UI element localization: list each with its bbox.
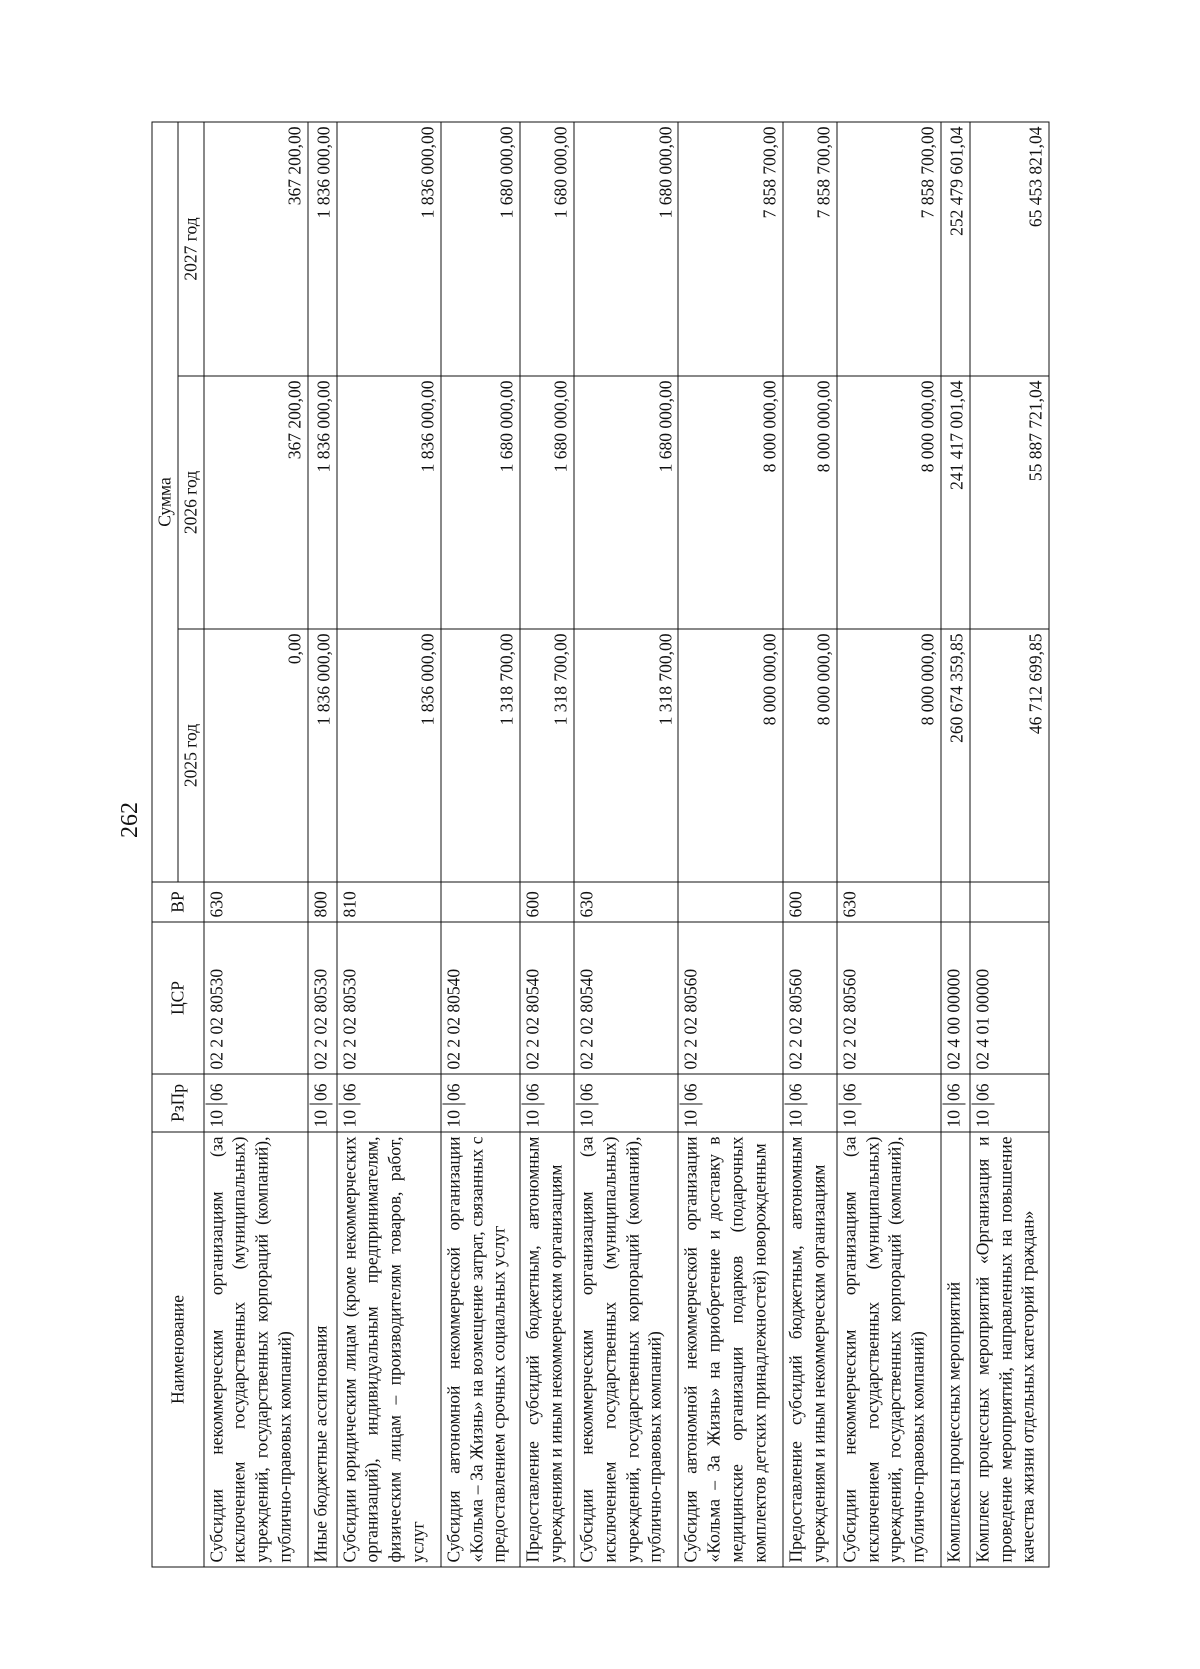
row-rz: 10 bbox=[338, 1110, 359, 1128]
row-2025: 1 318 700,00 bbox=[440, 629, 519, 882]
table-row bbox=[307, 122, 336, 1567]
table-row bbox=[969, 122, 1048, 1567]
row-rz-pr bbox=[969, 1074, 1048, 1132]
row-csr: 02 2 02 80560 bbox=[678, 922, 782, 1074]
row-name: Комплекс процессных мероприятий «Организация и проведение мероприятий, направленных на повышение качества жизни отдельных категорий граждан» bbox=[969, 1132, 1048, 1567]
row-pr: 06 bbox=[338, 1079, 361, 1106]
row-rz-pr bbox=[520, 1074, 574, 1132]
row-rz: 10 bbox=[442, 1110, 463, 1128]
row-2027: 7 858 700,00 bbox=[782, 122, 836, 376]
table-row bbox=[941, 122, 970, 1567]
row-2027: 1 836 000,00 bbox=[336, 122, 440, 376]
row-2026: 1 836 000,00 bbox=[307, 376, 336, 629]
row-pr: 06 bbox=[442, 1079, 465, 1106]
row-2027: 65 453 821,04 bbox=[969, 122, 1048, 376]
row-csr: 02 4 00 00000 bbox=[941, 922, 970, 1074]
table-row bbox=[520, 122, 574, 1567]
row-pr: 06 bbox=[521, 1079, 544, 1106]
table-row bbox=[678, 122, 782, 1567]
row-2026: 367 200,00 bbox=[203, 376, 307, 629]
row-rz: 10 bbox=[522, 1110, 543, 1128]
col-header-2025: 2025 год bbox=[177, 629, 203, 882]
row-csr: 02 2 02 80530 bbox=[203, 922, 307, 1074]
row-name: Субсидия автономной некоммерческой организации «Кольма – За Жизнь» на приобретение и доставку в медицинские организации подарков (подарочных комплектов детских принадлежностей) новорожденным bbox=[678, 1132, 782, 1567]
col-header-pr: Пр bbox=[166, 1083, 187, 1106]
row-csr: 02 2 02 80560 bbox=[836, 922, 940, 1074]
row-rz-pr bbox=[440, 1074, 519, 1132]
row-rz: 10 bbox=[309, 1110, 330, 1128]
row-name: Субсидии некоммерческим организациям (за исключением государственных (муниципальных) учреждений, государственных корпораций (компаний), публично-правовых компаний) bbox=[203, 1132, 307, 1567]
row-2025: 46 712 699,85 bbox=[969, 629, 1048, 882]
row-2025: 8 000 000,00 bbox=[836, 629, 940, 882]
table-row bbox=[836, 122, 940, 1567]
row-csr: 02 2 02 80540 bbox=[574, 922, 678, 1074]
page-number: 262 bbox=[117, 802, 143, 838]
row-rz-pr bbox=[336, 1074, 440, 1132]
col-header-vr: ВР bbox=[152, 882, 204, 922]
row-rz-pr bbox=[574, 1074, 678, 1132]
row-rz: 10 bbox=[576, 1110, 596, 1128]
row-rz: 10 bbox=[971, 1110, 992, 1128]
row-2027: 7 858 700,00 bbox=[678, 122, 782, 376]
row-csr: 02 2 02 80560 bbox=[782, 922, 836, 1074]
row-csr: 02 2 02 80540 bbox=[520, 922, 574, 1074]
row-2026: 8 000 000,00 bbox=[836, 376, 940, 629]
row-vr: 800 bbox=[307, 882, 336, 922]
row-name: Субсидия автономной некоммерческой организации «Кольма – За Жизнь» на возмещение затрат, связанных с предоставлением срочных социальных услуг bbox=[440, 1132, 519, 1567]
row-2026: 55 887 721,04 bbox=[969, 376, 1048, 629]
row-rz-pr bbox=[203, 1074, 307, 1132]
row-2025: 8 000 000,00 bbox=[678, 629, 782, 882]
row-2027: 252 479 601,04 bbox=[941, 122, 970, 376]
table-row bbox=[336, 122, 440, 1567]
row-vr: 600 bbox=[782, 882, 836, 922]
row-2027: 367 200,00 bbox=[203, 122, 307, 376]
row-rz-pr bbox=[836, 1074, 940, 1132]
row-vr: 810 bbox=[336, 882, 440, 922]
row-pr: 06 bbox=[971, 1079, 994, 1106]
row-rz: 10 bbox=[943, 1110, 964, 1128]
budget-table-container bbox=[151, 123, 1049, 1568]
row-vr bbox=[969, 882, 1048, 922]
row-2025: 1 836 000,00 bbox=[336, 629, 440, 882]
row-2026: 1 836 000,00 bbox=[336, 376, 440, 629]
col-header-name: Наименование bbox=[152, 1132, 204, 1567]
row-rz-pr bbox=[307, 1074, 336, 1132]
row-rz-pr bbox=[678, 1074, 782, 1132]
row-name: Комплексы процессных мероприятий bbox=[941, 1132, 970, 1567]
row-name: Субсидии некоммерческим организациям (за исключением государственных (муниципальных) учреждений, государственных корпораций (компаний), публично-правовых компаний) bbox=[574, 1132, 678, 1567]
table-row bbox=[782, 122, 836, 1567]
row-2025: 1 318 700,00 bbox=[574, 629, 678, 882]
row-2027: 1 836 000,00 bbox=[307, 122, 336, 376]
row-2027: 1 680 000,00 bbox=[440, 122, 519, 376]
row-2025: 8 000 000,00 bbox=[782, 629, 836, 882]
row-vr bbox=[678, 882, 782, 922]
table-row bbox=[203, 122, 307, 1567]
col-header-rz: Рз bbox=[166, 1105, 187, 1123]
row-2026: 8 000 000,00 bbox=[678, 376, 782, 629]
row-pr: 06 bbox=[309, 1079, 332, 1106]
row-name: Субсидии юридическим лицам (кроме некоммерческих организаций), индивидуальным предпринимателям, физическим лицам – производителям товаров, работ, услуг bbox=[336, 1132, 440, 1567]
budget-table bbox=[151, 121, 1049, 1567]
row-name: Предоставление субсидий бюджетным, автономным учреждениям и иным некоммерческим организациям bbox=[782, 1132, 836, 1567]
row-csr: 02 2 02 80540 bbox=[440, 922, 519, 1074]
table-row bbox=[440, 122, 519, 1567]
row-name: Субсидии некоммерческим организациям (за исключением государственных (муниципальных) учреждений, государственных корпораций (компаний), публично-правовых компаний) bbox=[836, 1132, 940, 1567]
col-header-csr: ЦСР bbox=[152, 922, 204, 1074]
row-pr: 06 bbox=[942, 1079, 965, 1106]
row-name: Предоставление субсидий бюджетным, автономным учреждениям и иным некоммерческим организациям bbox=[520, 1132, 574, 1567]
row-rz: 10 bbox=[680, 1110, 701, 1128]
row-2025: 1 836 000,00 bbox=[307, 629, 336, 882]
row-2025: 260 674 359,85 bbox=[941, 629, 970, 882]
row-rz-pr bbox=[782, 1074, 836, 1132]
row-pr: 06 bbox=[575, 1079, 598, 1106]
col-header-2027: 2027 год bbox=[177, 122, 203, 376]
row-rz-pr bbox=[941, 1074, 970, 1132]
row-vr: 600 bbox=[520, 882, 574, 922]
row-pr: 06 bbox=[205, 1079, 228, 1106]
row-2027: 1 680 000,00 bbox=[520, 122, 574, 376]
col-header-2026: 2026 год bbox=[177, 376, 203, 629]
row-vr: 630 bbox=[574, 882, 678, 922]
row-rz: 10 bbox=[784, 1110, 805, 1128]
row-rz: 10 bbox=[838, 1110, 859, 1128]
row-2026: 1 680 000,00 bbox=[574, 376, 678, 629]
row-2025: 0,00 bbox=[203, 629, 307, 882]
row-pr: 06 bbox=[679, 1079, 702, 1106]
row-2026: 8 000 000,00 bbox=[782, 376, 836, 629]
row-csr: 02 2 02 80530 bbox=[336, 922, 440, 1074]
row-rz: 10 bbox=[205, 1110, 226, 1128]
row-vr bbox=[440, 882, 519, 922]
row-vr: 630 bbox=[836, 882, 940, 922]
row-vr: 630 bbox=[203, 882, 307, 922]
table-row bbox=[574, 122, 678, 1567]
row-2026: 1 680 000,00 bbox=[440, 376, 519, 629]
row-2026: 1 680 000,00 bbox=[520, 376, 574, 629]
row-2025: 1 318 700,00 bbox=[520, 629, 574, 882]
row-2026: 241 417 001,04 bbox=[941, 376, 970, 629]
row-csr: 02 4 01 00000 bbox=[969, 922, 1048, 1074]
row-name: Иные бюджетные ассигнования bbox=[307, 1132, 336, 1567]
row-pr: 06 bbox=[838, 1079, 861, 1106]
row-csr: 02 2 02 80530 bbox=[307, 922, 336, 1074]
col-header-sum: Сумма bbox=[152, 122, 178, 882]
row-2027: 1 680 000,00 bbox=[574, 122, 678, 376]
row-vr bbox=[941, 882, 970, 922]
row-pr: 06 bbox=[784, 1079, 807, 1106]
row-2027: 7 858 700,00 bbox=[836, 122, 940, 376]
col-header-rz-pr bbox=[152, 1074, 204, 1132]
